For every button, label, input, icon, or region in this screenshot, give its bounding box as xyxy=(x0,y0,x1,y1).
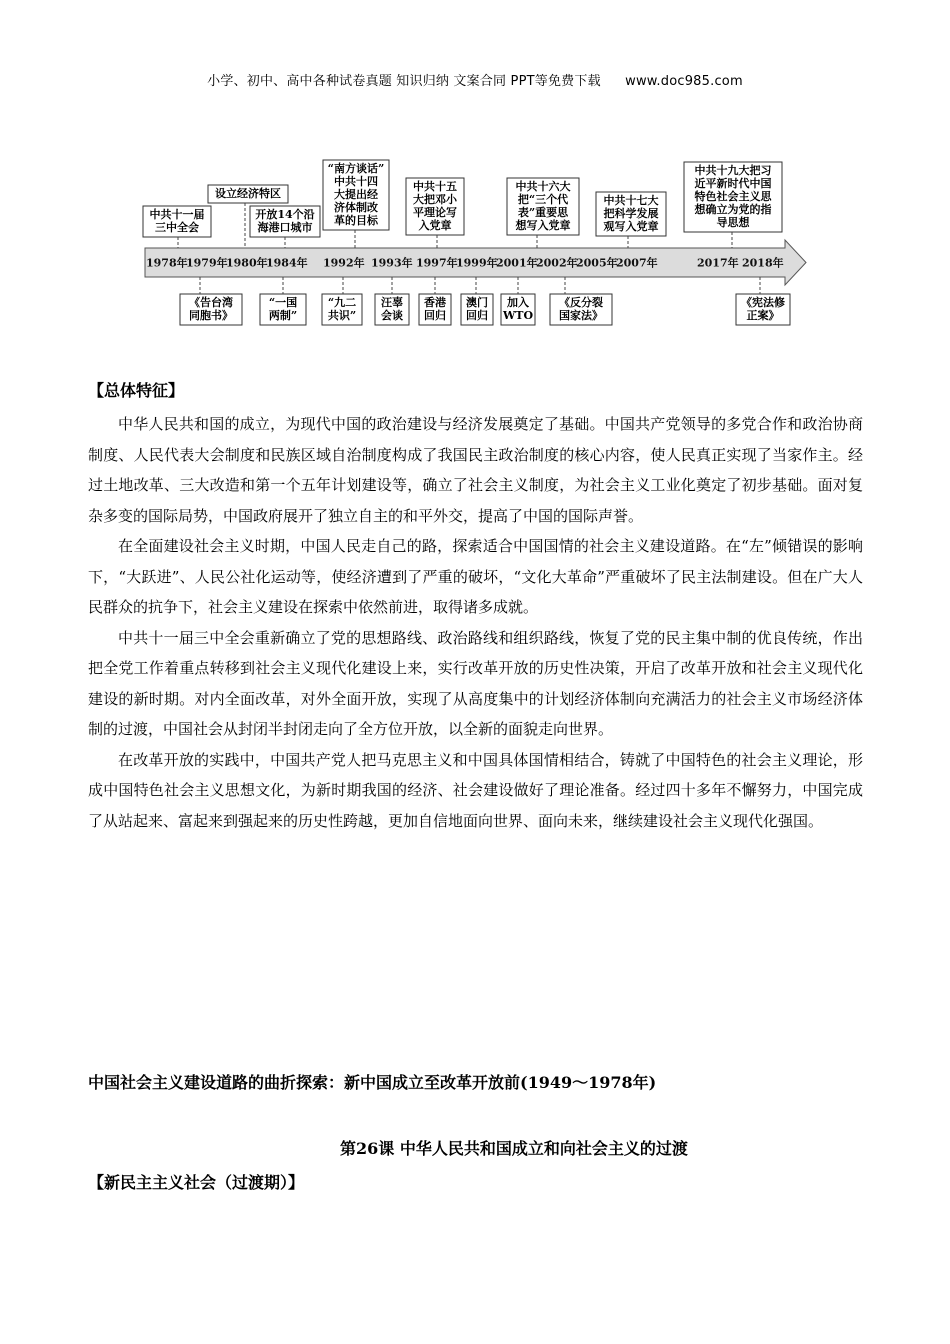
top-event-text: 中共十七大 xyxy=(603,194,659,207)
top-event-text: 大把邓小 xyxy=(413,193,457,206)
top-event-text: 入党章 xyxy=(418,219,452,232)
top-event-text: 平理论写 xyxy=(413,206,457,219)
top-event-text: 济体制改 xyxy=(334,201,378,214)
bottom-event-text: 共识” xyxy=(327,309,357,322)
bottom-event-text: 正案》 xyxy=(746,309,780,322)
bottom-event-text: 回归 xyxy=(466,309,488,322)
top-event-text: 中共十六大 xyxy=(515,180,571,193)
timeline-year: 2007年 xyxy=(616,256,658,270)
sub-heading: 【新民主主义社会（过渡期）】 xyxy=(88,1173,305,1192)
timeline-year: 2005年 xyxy=(576,256,618,270)
timeline-diagram xyxy=(0,150,950,340)
top-event-text: 想写入党章 xyxy=(515,219,571,232)
top-event-text: 把科学发展 xyxy=(603,207,659,220)
top-event-text: 中共十一届 xyxy=(149,208,205,221)
timeline-year: 1979年 xyxy=(186,256,228,270)
top-event-text: 想确立为党的指 xyxy=(694,203,772,216)
bottom-event-text: 会谈 xyxy=(381,309,403,322)
bottom-event-text: 国家法》 xyxy=(559,309,603,322)
header-url[interactable]: www.doc985.com xyxy=(625,74,743,89)
timeline-year: 2018年 xyxy=(742,256,784,270)
top-event-text: 革的目标 xyxy=(334,214,378,227)
overview-paragraph: 在改革开放的实践中，中国共产党人把马克思主义和中国具体国情相结合，铸就了中国特色的社会主义理论，形成中国特色社会主义思想文化，为新时期我国的经济、社会建设做好了理论准备。经过四十多年不懈努力，中国完成了从站起来、富起来到强起来的历史性跨越，更加自信地面向世界、面向未来，继续建设社会主义现代化强国。 xyxy=(88,750,863,830)
top-event-text: 中共十五 xyxy=(413,180,457,193)
bottom-event-text: 同胞书》 xyxy=(189,309,233,322)
bottom-event-text: 加入 xyxy=(507,296,529,309)
bottom-event-text: 香港 xyxy=(424,296,446,309)
timeline-year: 1999年 xyxy=(456,256,498,270)
top-event-text: 把“三个代 xyxy=(517,193,569,206)
bottom-event-text: 两制” xyxy=(268,309,298,322)
header-text: 小学、初中、高中各种试卷真题 知识归纳 文案合同 PPT等免费下载 xyxy=(207,74,601,89)
top-event-text: 设立经济特区 xyxy=(215,187,281,200)
overview-paragraph: 在全面建设社会主义时期，中国人民走自己的路，探索适合中国国情的社会主义建设道路。在“左”倾错误的影响下，“大跃进”、人民公社化运动等，使经济遭到了严重的破坏，“文化大革命”严重破坏了民主法制建设。但在广大人民群众的抗争下，社会主义建设在探索中依然前进，取得诸多成就。 xyxy=(88,537,863,616)
overview-paragraph: 中共十一届三中全会重新确立了党的思想路线、政治路线和组织路线，恢复了党的民主集中制的优良传统，作出把全党工作着重点转移到社会主义现代化建设上来，实行改革开放的历史性决策，开启了改革开放和社会主义现代化建设的新时期。对内全面改革，对外全面开放，实现了从高度集中的计划经济体制向充满活力的社会主义市场经济体制的过渡，中国社会从封闭半封闭走向了全方位开放，以全新的面貌走向世界。 xyxy=(88,628,863,738)
timeline-year: 1984年 xyxy=(266,256,308,270)
bottom-event-text: 《反分裂 xyxy=(559,296,603,309)
overview-paragraph: 中华人民共和国的成立，为现代中国的政治建设与经济发展奠定了基础。中国共产党领导的多党合作和政治协商制度、人民代表大会制度和民族区域自治制度构成了我国民主政治制度的核心内容，使人民真正实现了当家作主。经过土地改革、三大改造和第一个五年计划建设等，确立了社会主义制度，为社会主义工业化奠定了初步基础。面对复杂多变的国际局势，中国政府展开了独立自主的和平外交，提高了中国的国际声誉。 xyxy=(88,415,863,525)
bottom-event-text: 澳门 xyxy=(466,296,488,309)
top-event-text: 观写入党章 xyxy=(603,220,659,233)
overview-heading: 【总体特征】 xyxy=(88,381,185,400)
bottom-event-text: 回归 xyxy=(424,309,446,322)
top-event-text: 导思想 xyxy=(716,216,750,229)
lesson-title: 第26课 中华人民共和国成立和向社会主义的过渡 xyxy=(340,1139,688,1158)
top-event-text: 三中全会 xyxy=(155,221,199,234)
top-event-text: 特色社会主义思 xyxy=(694,190,772,203)
timeline-year: 1978年 xyxy=(146,256,188,270)
top-event-text: 表”重要思 xyxy=(517,206,569,219)
top-event-text: 近平新时代中国 xyxy=(694,177,772,190)
top-event-text: 海港口城市 xyxy=(257,221,313,234)
timeline-year: 1980年 xyxy=(226,256,268,270)
top-event-text: 中共十九大把习 xyxy=(694,164,772,177)
top-event-text: 中共十四 xyxy=(334,175,378,188)
page-header xyxy=(0,70,950,89)
part-title: 中国社会主义建设道路的曲折探索：新中国成立至改革开放前(1949～1978年) xyxy=(88,1073,657,1092)
bottom-event-text: “九二 xyxy=(327,296,357,309)
bottom-event-text: 汪辜 xyxy=(381,296,403,309)
timeline-year: 2017年 xyxy=(697,256,739,270)
top-event-text: 开放14个沿 xyxy=(255,208,315,221)
timeline-year: 1997年 xyxy=(416,256,458,270)
top-event-text: 大提出经 xyxy=(334,188,378,201)
bottom-event-text: WTO xyxy=(502,309,534,322)
overview-section xyxy=(88,378,863,836)
bottom-event-text: “一国 xyxy=(268,296,298,309)
timeline-year: 2001年 xyxy=(496,256,538,270)
bottom-event-text: 《宪法修 xyxy=(741,296,785,309)
bottom-event-text: 《告台湾 xyxy=(189,296,233,309)
timeline-year: 1992年 xyxy=(323,256,365,270)
timeline-year: 2002年 xyxy=(536,256,578,270)
top-event-text: “南方谈话” xyxy=(327,162,385,175)
timeline-year: 1993年 xyxy=(371,256,413,270)
